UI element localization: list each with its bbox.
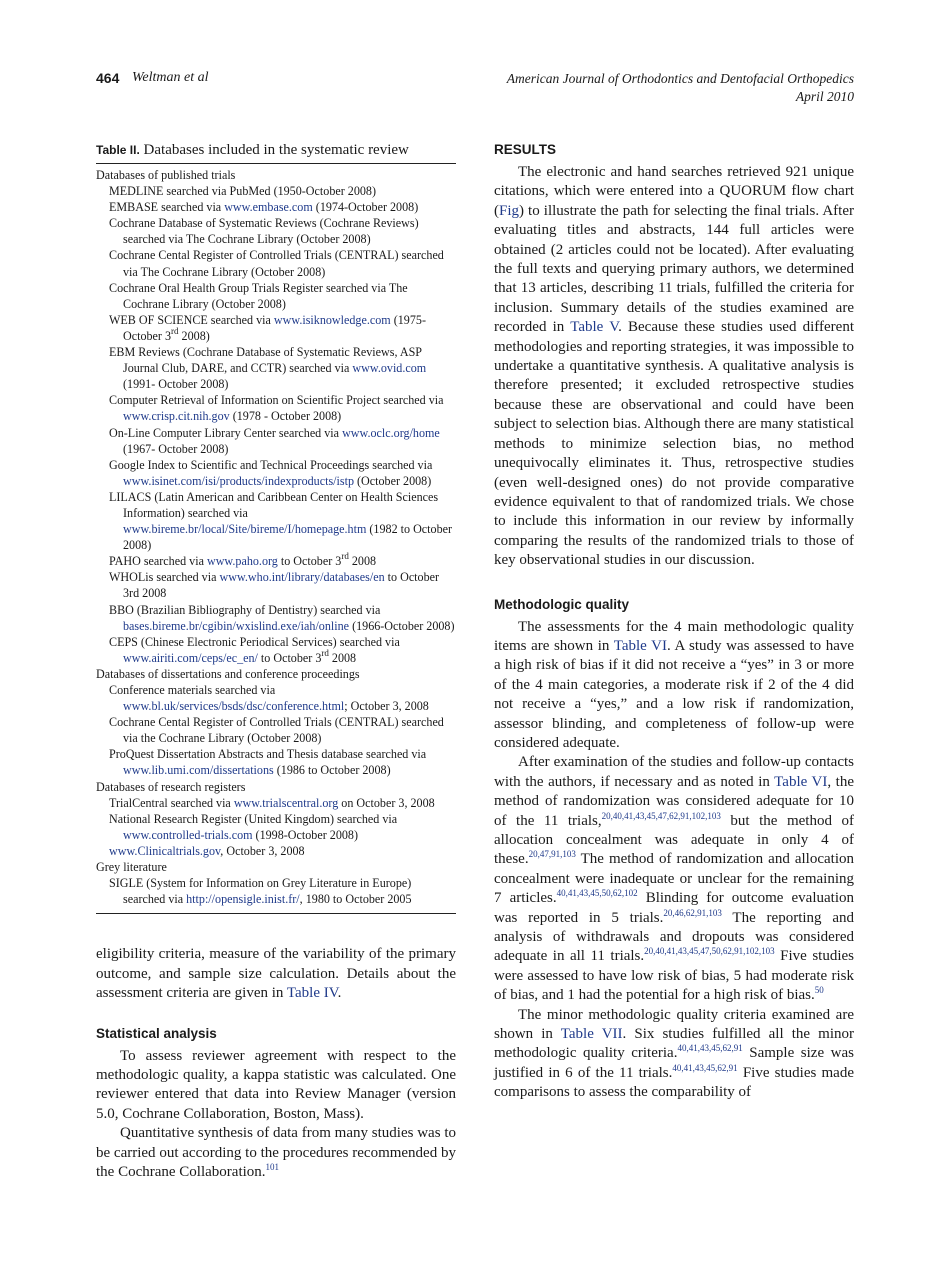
table-row bbox=[96, 569, 456, 601]
database-description: Cochrane Database of Systematic Reviews (Cochrane Reviews) searched via The Cochrane Library (October 2008) bbox=[109, 216, 419, 247]
methodologic-quality-heading: Methodologic quality bbox=[494, 596, 629, 612]
table-row bbox=[96, 843, 456, 859]
database-date-range: , 1980 to October 2005 bbox=[299, 892, 412, 907]
database-date-range: 2008 bbox=[348, 554, 377, 569]
paragraph-continuation bbox=[96, 945, 456, 1003]
table-iv-link[interactable]: Table IV bbox=[286, 985, 338, 1002]
journal-title bbox=[507, 70, 854, 106]
table-group-title: Databases of published trials bbox=[96, 168, 236, 182]
paragraph-results bbox=[494, 163, 854, 571]
database-date-range: to October 3 bbox=[257, 650, 322, 665]
text: After examination of the studies and follow-up contacts with the authors, if necessary and as noted in bbox=[494, 754, 854, 790]
database-date-range: on October 3, 2008 bbox=[338, 795, 435, 810]
right-column bbox=[494, 142, 854, 1103]
database-url-link[interactable]: www.paho.org bbox=[206, 554, 278, 569]
text: The electronic and hand searches retrieved 921 unique citations, which were entered into a QUORUM flow chart ( bbox=[494, 164, 854, 219]
reference-link[interactable]: 40,41,43,45,62,91 bbox=[672, 1062, 738, 1073]
table-v-link[interactable]: Table V bbox=[570, 319, 619, 336]
database-description: MEDLINE searched via PubMed (1950-October 2008) bbox=[109, 184, 376, 199]
database-description: ProQuest Dissertation Abstracts and Thesis database searched via bbox=[109, 747, 427, 762]
ordinal-suffix: rd bbox=[321, 647, 329, 658]
reference-link[interactable]: 20,46,62,91,103 bbox=[663, 907, 722, 918]
database-date-range: (1967- October 2008) bbox=[123, 441, 229, 456]
database-description: EBM Reviews (Cochrane Database of Systematic Reviews, ASP Journal Club, DARE, and CCTR) searched via bbox=[109, 345, 422, 376]
database-url-link[interactable]: www.lib.umi.com/dissertations bbox=[123, 763, 274, 778]
text: Five studies were assessed to have low risk of bias, 5 had moderate risk of bias, and 1 had the potential for a high risk of bias. bbox=[494, 948, 854, 1004]
database-date-range: 2008 bbox=[328, 650, 357, 665]
database-date-range: (1986 to October 2008) bbox=[273, 763, 391, 778]
text: Five studies made comparisons to assess the comparability of bbox=[494, 1064, 854, 1101]
database-url-link[interactable]: www.Clinicaltrials.gov bbox=[109, 843, 221, 858]
text: eligibility criteria, measure of the variability of the primary outcome, and sample size calculation. Details about the assessment criteria are given in bbox=[96, 946, 456, 1002]
table-row bbox=[96, 425, 456, 457]
running-authors: Weltman et al bbox=[132, 70, 209, 85]
table-label: Table II. bbox=[96, 143, 140, 157]
table-row bbox=[96, 344, 456, 392]
table-row bbox=[96, 247, 456, 279]
text: Quantitative synthesis of data from many studies was to be carried out according to the procedures recommended by the Cochrane Collaboration. bbox=[96, 1125, 456, 1180]
text: . bbox=[337, 985, 342, 1002]
database-description: PAHO searched via bbox=[109, 554, 207, 569]
reference-link[interactable]: 50 bbox=[814, 985, 824, 996]
table-group-title: Databases of dissertations and conference proceedings bbox=[96, 666, 360, 681]
results-heading: RESULTS bbox=[494, 142, 557, 157]
database-description: WHOLis searched via bbox=[109, 570, 220, 585]
table-row bbox=[96, 875, 456, 907]
left-column bbox=[96, 142, 456, 1182]
ordinal-suffix: rd bbox=[341, 551, 349, 562]
database-date-range: , October 3, 2008 bbox=[220, 843, 305, 858]
table-row bbox=[96, 634, 456, 666]
database-description: TrialCentral searched via bbox=[109, 795, 234, 810]
left-body-text bbox=[96, 945, 456, 1182]
table-caption bbox=[96, 142, 456, 164]
table-row bbox=[96, 682, 456, 714]
database-description: Computer Retrieval of Information on Scientific Project searched via bbox=[109, 393, 444, 408]
text: The method of randomization and allocation concealment were inadequate or unclear for the remaining 7 articles. bbox=[494, 851, 854, 907]
reference-link[interactable]: 40,41,43,45,62,91 bbox=[677, 1043, 743, 1054]
database-url-link[interactable]: www.ovid.com bbox=[352, 361, 427, 376]
table-row bbox=[96, 457, 456, 489]
database-description: Google Index to Scientific and Technical Proceedings searched via bbox=[109, 457, 433, 472]
database-url-link[interactable]: www.isinet.com/isi/products/indexproducts/istp bbox=[123, 473, 354, 488]
table-row bbox=[96, 392, 456, 424]
text: . Because these studies used different methodologies and reporting strategies, it was impossible to undertake a quantitative synthesis. A qualitative analysis is therefore presented; it excluded retrospective studies because these are observational and could have been subject to selection bias. Although there are many statistical methods to minimize selection bias, no method unequivocally eliminates it. Thus, retrospective studies (even well-designed ones) do not provide comparative evidence equivalent to that of randomized trials. We chose to include this information in our review by informally comparing the results of the randomized trials to those of key observational studies in our discussion. bbox=[494, 319, 854, 569]
database-date-range: (1991- October 2008) bbox=[123, 377, 229, 392]
database-date-range: to October 3rd 2008 bbox=[123, 570, 440, 601]
text: The assessments for the 4 main methodologic quality items are shown in bbox=[494, 618, 854, 654]
database-url-link[interactable]: www.trialscentral.org bbox=[233, 795, 339, 810]
database-url-link[interactable]: www.embase.com bbox=[224, 200, 313, 215]
table-group-title: Databases of research registers bbox=[96, 779, 246, 794]
text: The reporting and analysis of withdrawals and dropouts was considered adequate in all 11 trials. bbox=[494, 909, 854, 965]
page-number: 464 bbox=[96, 70, 120, 86]
table-vii-link[interactable]: Table VII bbox=[560, 1026, 623, 1043]
database-date-range: (1998-October 2008) bbox=[252, 827, 358, 842]
database-url-link[interactable]: www.crisp.cit.nih.gov bbox=[123, 409, 230, 424]
text: . A study was assessed to have a high risk of bias if it did not receive a “yes” in 3 or more of the 4 main categories, a moderate risk if 2 of the 4 did not receive a “yes,” and a low risk if randomization, assessor blinding, and completeness of follow-up were considered adequate. bbox=[494, 637, 855, 751]
text: but the method of allocation concealment was adequate in only 4 of these. bbox=[494, 812, 854, 868]
database-description: Cochrane Cental Register of Controlled Trials (CENTRAL) searched via the Cochrane Library (October 2008) bbox=[109, 715, 444, 746]
database-url-link[interactable]: www.oclc.org/home bbox=[342, 425, 440, 440]
paragraph-synthesis bbox=[96, 1124, 456, 1182]
database-url-link[interactable]: www.isiknowledge.com bbox=[273, 312, 391, 327]
table-row bbox=[96, 811, 456, 843]
running-header bbox=[96, 70, 854, 106]
text: Blinding for outcome evaluation was reported in 5 trials. bbox=[494, 890, 854, 926]
database-url-link[interactable]: www.controlled-trials.com bbox=[123, 827, 253, 842]
text: . Six studies fulfilled all the minor methodologic quality criteria. bbox=[494, 1026, 854, 1062]
text: Sample size was justified in 6 of the 11 trials. bbox=[494, 1045, 854, 1081]
database-description: Cochrane Cental Register of Controlled Trials (CENTRAL) searched via The Cochrane Library (October 2008) bbox=[109, 248, 444, 279]
table-row bbox=[96, 312, 456, 344]
table-vi-link[interactable]: Table VI bbox=[774, 773, 828, 790]
fig-link[interactable]: Fig bbox=[499, 202, 520, 219]
table-vi-link[interactable]: Table VI bbox=[613, 637, 667, 654]
database-description: BBO (Brazilian Bibliography of Dentistry) searched via bbox=[109, 602, 381, 617]
table-row bbox=[96, 602, 456, 634]
table-group-title: Grey literature bbox=[96, 860, 167, 875]
database-date-range: (1978 - October 2008) bbox=[229, 409, 342, 424]
database-date-range: (1982 to October 2008) bbox=[123, 522, 453, 553]
table-title: Databases included in the systematic review bbox=[143, 142, 409, 158]
databases-table bbox=[96, 164, 456, 914]
text: ) to illustrate the path for selecting the final trials. After evaluating titles and abstracts, 144 full articles were obtained (2 articles could not be located). After evaluating the full texts and querying primary authors, we determined that 13 articles, describing 11 trials, fulfilled the criteria for inclusion. Summary details of the studies examined are recorded in bbox=[494, 202, 854, 336]
database-description: CEPS (Chinese Electronic Periodical Services) searched via bbox=[109, 634, 400, 649]
ordinal-suffix: rd bbox=[171, 325, 179, 336]
database-url-link[interactable]: www.bireme.br/local/Site/bireme/I/homepage.htm bbox=[123, 522, 367, 537]
paragraph-risk-criteria bbox=[494, 618, 854, 754]
database-description: Cochrane Oral Health Group Trials Register searched via The Cochrane Library (October 2008) bbox=[109, 280, 408, 311]
database-url-link[interactable]: www.airiti.com/ceps/ec_en/ bbox=[123, 650, 258, 665]
database-url-link[interactable]: http://opensigle.inist.fr/ bbox=[186, 892, 300, 907]
reference-link[interactable]: 20,40,41,43,45,47,62,91,102,103 bbox=[601, 810, 721, 821]
table-row bbox=[96, 183, 456, 199]
database-date-range: ; October 3, 2008 bbox=[344, 699, 429, 714]
table-row bbox=[96, 553, 456, 569]
database-description: National Research Register (United Kingdom) searched via bbox=[109, 811, 398, 826]
database-date-range: (October 2008) bbox=[354, 473, 432, 488]
database-description: SIGLE (System for Information on Grey Literature in Europe) searched via bbox=[109, 876, 412, 907]
database-url-link[interactable]: www.who.int/library/databases/en bbox=[219, 570, 385, 585]
database-date-range: 2008) bbox=[178, 328, 210, 343]
database-description: On-Line Computer Library Center searched via bbox=[109, 425, 343, 440]
statistical-analysis-heading: Statistical analysis bbox=[96, 1025, 217, 1041]
database-description: WEB OF SCIENCE searched via bbox=[109, 312, 274, 327]
table-row bbox=[96, 489, 456, 553]
database-url-link[interactable]: bases.bireme.br/cgibin/wxislind.exe/iah/online bbox=[123, 618, 350, 633]
journal-name: American Journal of Orthodontics and Dentofacial Orthopedics bbox=[506, 71, 854, 86]
table-row bbox=[96, 795, 456, 811]
table-row bbox=[96, 280, 456, 312]
database-date-range: (1975-October 3 bbox=[123, 312, 426, 343]
database-date-range: (1974-October 2008) bbox=[312, 200, 419, 215]
paragraph-minor-criteria bbox=[494, 1006, 854, 1103]
table-row bbox=[96, 199, 456, 215]
text: , the method of randomization was considered adequate for 10 of the 11 trials, bbox=[494, 773, 854, 829]
table-row bbox=[96, 714, 456, 746]
reference-link[interactable]: 101 bbox=[265, 1161, 280, 1172]
reference-link[interactable]: 20,47,91,103 bbox=[528, 849, 576, 860]
database-date-range: (1966-October 2008) bbox=[349, 618, 455, 633]
database-description: Conference materials searched via bbox=[109, 683, 276, 697]
table-row bbox=[96, 215, 456, 247]
paragraph-kappa: To assess reviewer agreement with respect to the methodologic quality, a kappa statistic was calculated. One reviewer entered that data into Review Manager (version 5.0, Cochrane Collaboration, Boston, Mass). bbox=[96, 1047, 456, 1122]
reference-link[interactable]: 20,40,41,43,45,47,50,62,91,102,103 bbox=[644, 946, 775, 957]
issue-date: April 2010 bbox=[795, 89, 854, 104]
database-description: LILACS (Latin American and Caribbean Center on Health Sciences Information) searched via bbox=[109, 489, 439, 520]
database-description: EMBASE searched via bbox=[109, 200, 225, 215]
text: The minor methodologic quality criteria examined are shown in bbox=[494, 1006, 854, 1043]
reference-link[interactable]: 40,41,43,45,50,62,102 bbox=[556, 888, 638, 899]
paragraph-randomization bbox=[494, 753, 854, 1005]
database-date-range: to October 3 bbox=[277, 554, 342, 569]
database-url-link[interactable]: www.bl.uk/services/bsds/dsc/conference.html bbox=[123, 699, 345, 714]
table-row bbox=[96, 746, 456, 778]
